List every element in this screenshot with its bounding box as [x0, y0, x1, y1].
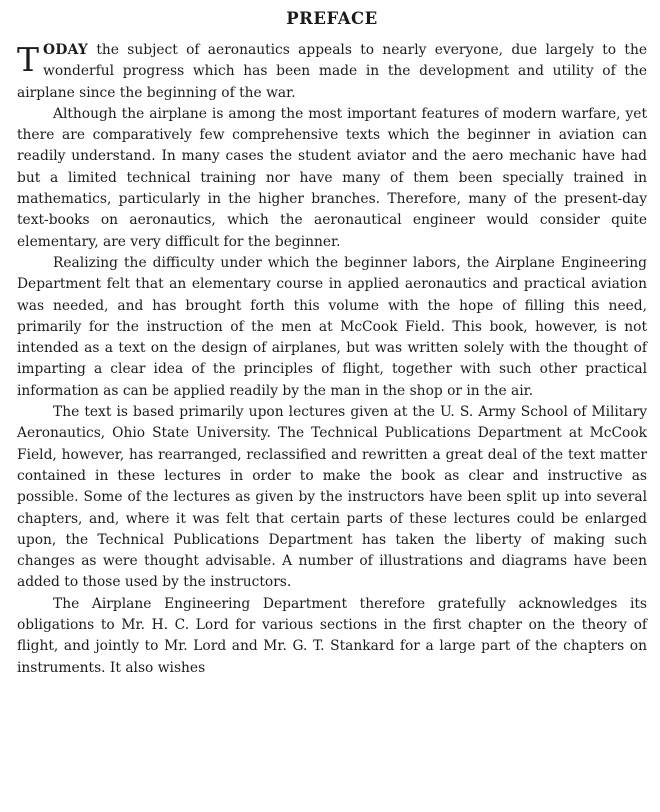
paragraph-5: The Airplane Engineering Department therefore gratefully acknowledges its obligations to Mr. H. C. Lord for various sections in the first chapter on the theory of flight, and jointly to Mr. Lord and Mr. G. T. Stankard for a large part of the chapters on instruments. It also wishes	[17, 595, 647, 676]
opening-word: ODAY	[43, 42, 89, 58]
paragraph-1	[17, 40, 647, 104]
drop-cap: T	[17, 40, 40, 79]
paragraph-2: Although the airplane is among the most important features of modern warfare, yet there are comparatively few comprehensive texts which the beginner in aviation can readily understand. In many cases the student aviator and the aero mechanic have had but a limited technical training nor have many of them been specially trained in mathematics, particularly in the higher branches. Therefore, many of the present-day text-books on aeronautics, which the aeronautical engineer would consider quite elementary, are very difficult for the beginner.	[17, 105, 647, 250]
preface-body	[17, 40, 647, 679]
paragraph-1-text: the subject of aeronautics appeals to nearly everyone, due largely to the wonderful progress which has been made in the development and utility of the airplane since the beginning of the war.	[17, 42, 647, 101]
page-title: PREFACE	[286, 9, 378, 28]
paragraph-4: The text is based primarily upon lectures given at the U. S. Army School of Military Aeronautics, Ohio State University. The Technical Publications Department at McCook Field, however, has rearranged, reclassified and rewritten a great deal of the text matter contained in these lectures in order to make the book as clear and instructive as possible. Some of the lectures as given by the instructors have been split up into several chapters, and, where it was felt that certain parts of these lectures could be enlarged upon, the Technical Publications Department has taken the liberty of making such changes as were thought advisable. A number of illustrations and diagrams have been added to those used by the instructors.	[17, 404, 647, 591]
paragraph-3: Realizing the difficulty under which the beginner labors, the Airplane Engineering Department felt that an elementary course in applied aeronautics and practical aviation was needed, and has brought forth this volume with the hope of filling this need, primarily for the instruction of the men at McCook Field. This book, however, is not intended as a text on the design of airplanes, but was written solely with the thought of imparting a clear idea of the principles of flight, together with such other practical information as can be applied readily by the man in the shop or in the air.	[17, 254, 647, 399]
